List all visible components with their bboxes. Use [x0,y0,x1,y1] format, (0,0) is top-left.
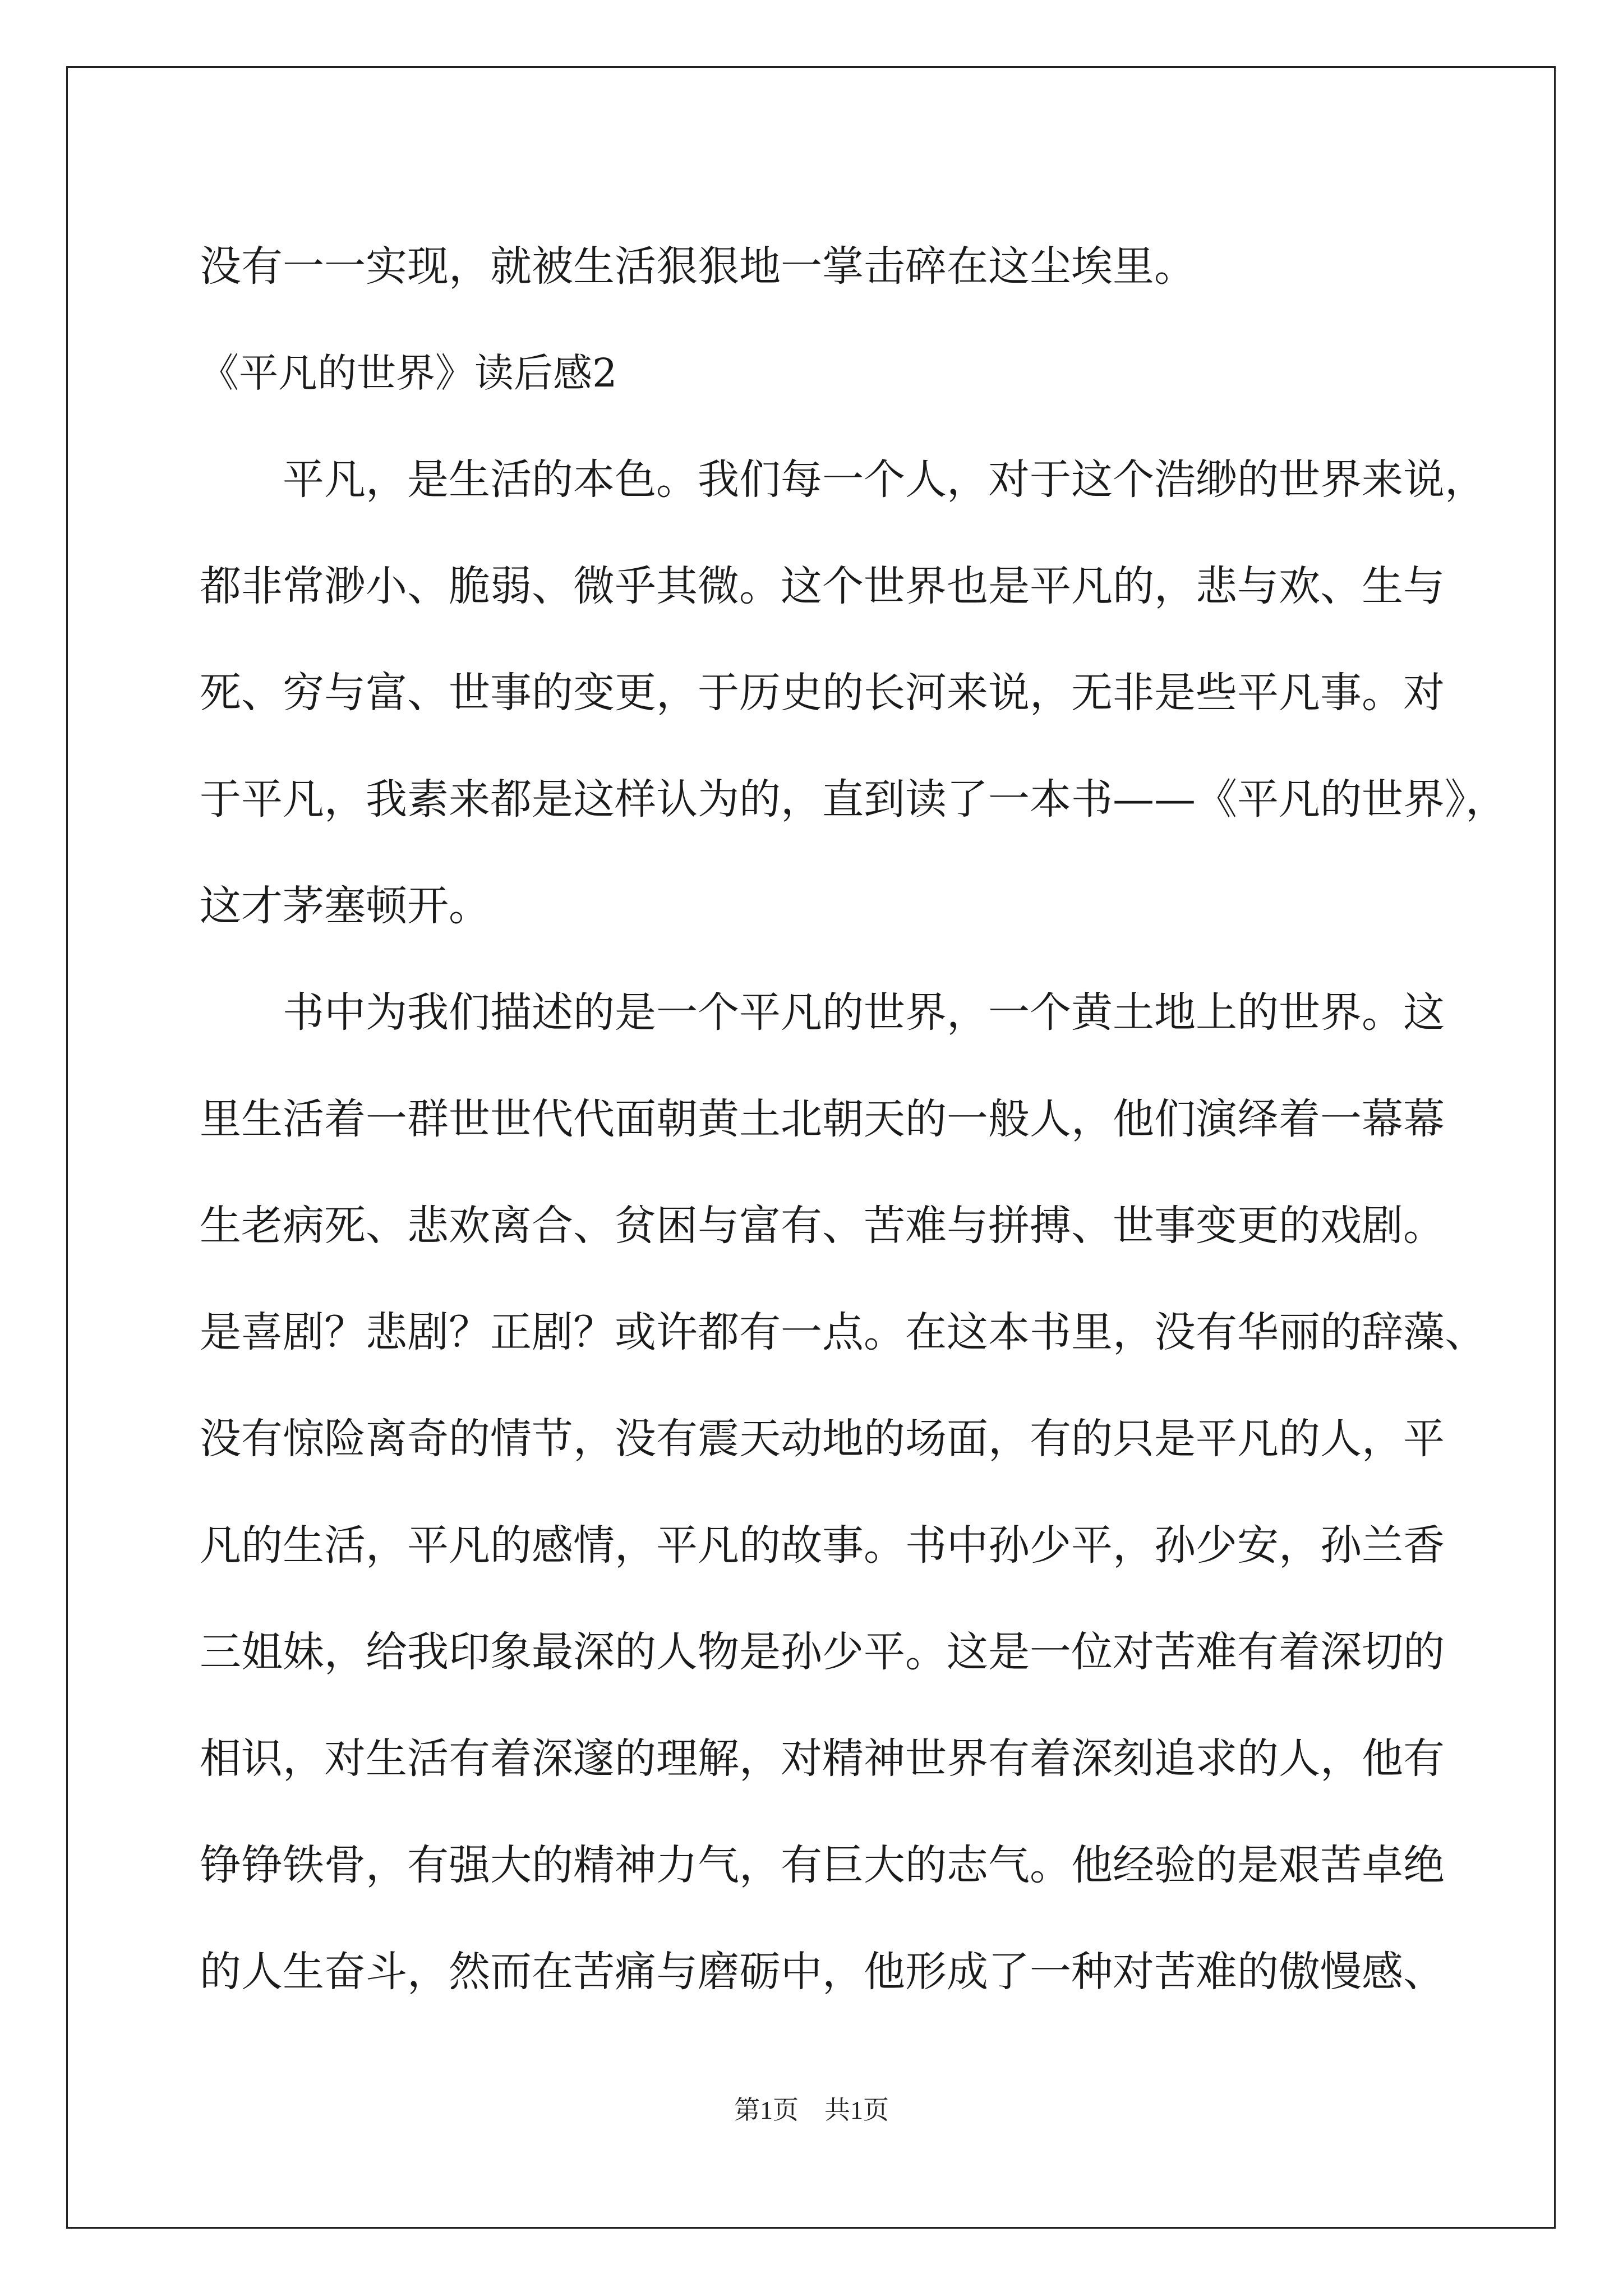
page-number: 第1页 共1页 [734,2096,889,2124]
body-line: 是喜剧？悲剧？正剧？或许都有一点。在这本书里，没有华丽的辞藻、 [200,1308,1486,1356]
paragraph-first-line: 书中为我们描述的是一个平凡的世界，一个黄土地上的世界。这 [283,988,1445,1037]
body-line: 没有一一实现，就被生活狠狠地一掌击碎在这尘埃里。 [200,242,1196,291]
body-line: 相识，对生活有着深邃的理解，对精神世界有着深刻追求的人，他有 [200,1734,1445,1783]
body-line: 三姐妹，给我印象最深的人物是孙少平。这是一位对苦难有着深切的 [200,1628,1445,1676]
body-line: 都非常渺小、脆弱、微乎其微。这个世界也是平凡的，悲与欢、生与 [200,562,1445,610]
document-body [200,213,1507,2025]
body-line: 铮铮铁骨，有强大的精神力气，有巨大的志气。他经验的是艰苦卓绝 [200,1841,1445,1889]
body-line: 于平凡，我素来都是这样认为的，直到读了一本书——《平凡的世界》， [200,775,1507,823]
body-line: 没有惊险离奇的情节，没有震天动地的场面，有的只是平凡的人，平 [200,1415,1445,1463]
paragraph-first-line: 平凡，是生活的本色。我们每一个人，对于这个浩缈的世界来说， [283,455,1486,504]
body-line: 生老病死、悲欢离合、贫困与富有、苦难与拼搏、世事变更的戏剧。 [200,1202,1445,1250]
body-line: 凡的生活，平凡的感情，平凡的故事。书中孙少平，孙少安，孙兰香 [200,1521,1445,1570]
body-line: 的人生奋斗，然而在苦痛与磨砺中，他形成了一种对苦难的傲慢感、 [200,1948,1445,1996]
section-heading: 《平凡的世界》读后感2 [200,350,617,396]
body-line: 这才茅塞顿开。 [200,882,490,930]
body-line: 里生活着一群世世代代面朝黄土北朝天的一般人，他们演绎着一幕幕 [200,1095,1445,1143]
body-line: 死、穷与富、世事的变更，于历史的长河来说，无非是些平凡事。对 [200,669,1445,717]
